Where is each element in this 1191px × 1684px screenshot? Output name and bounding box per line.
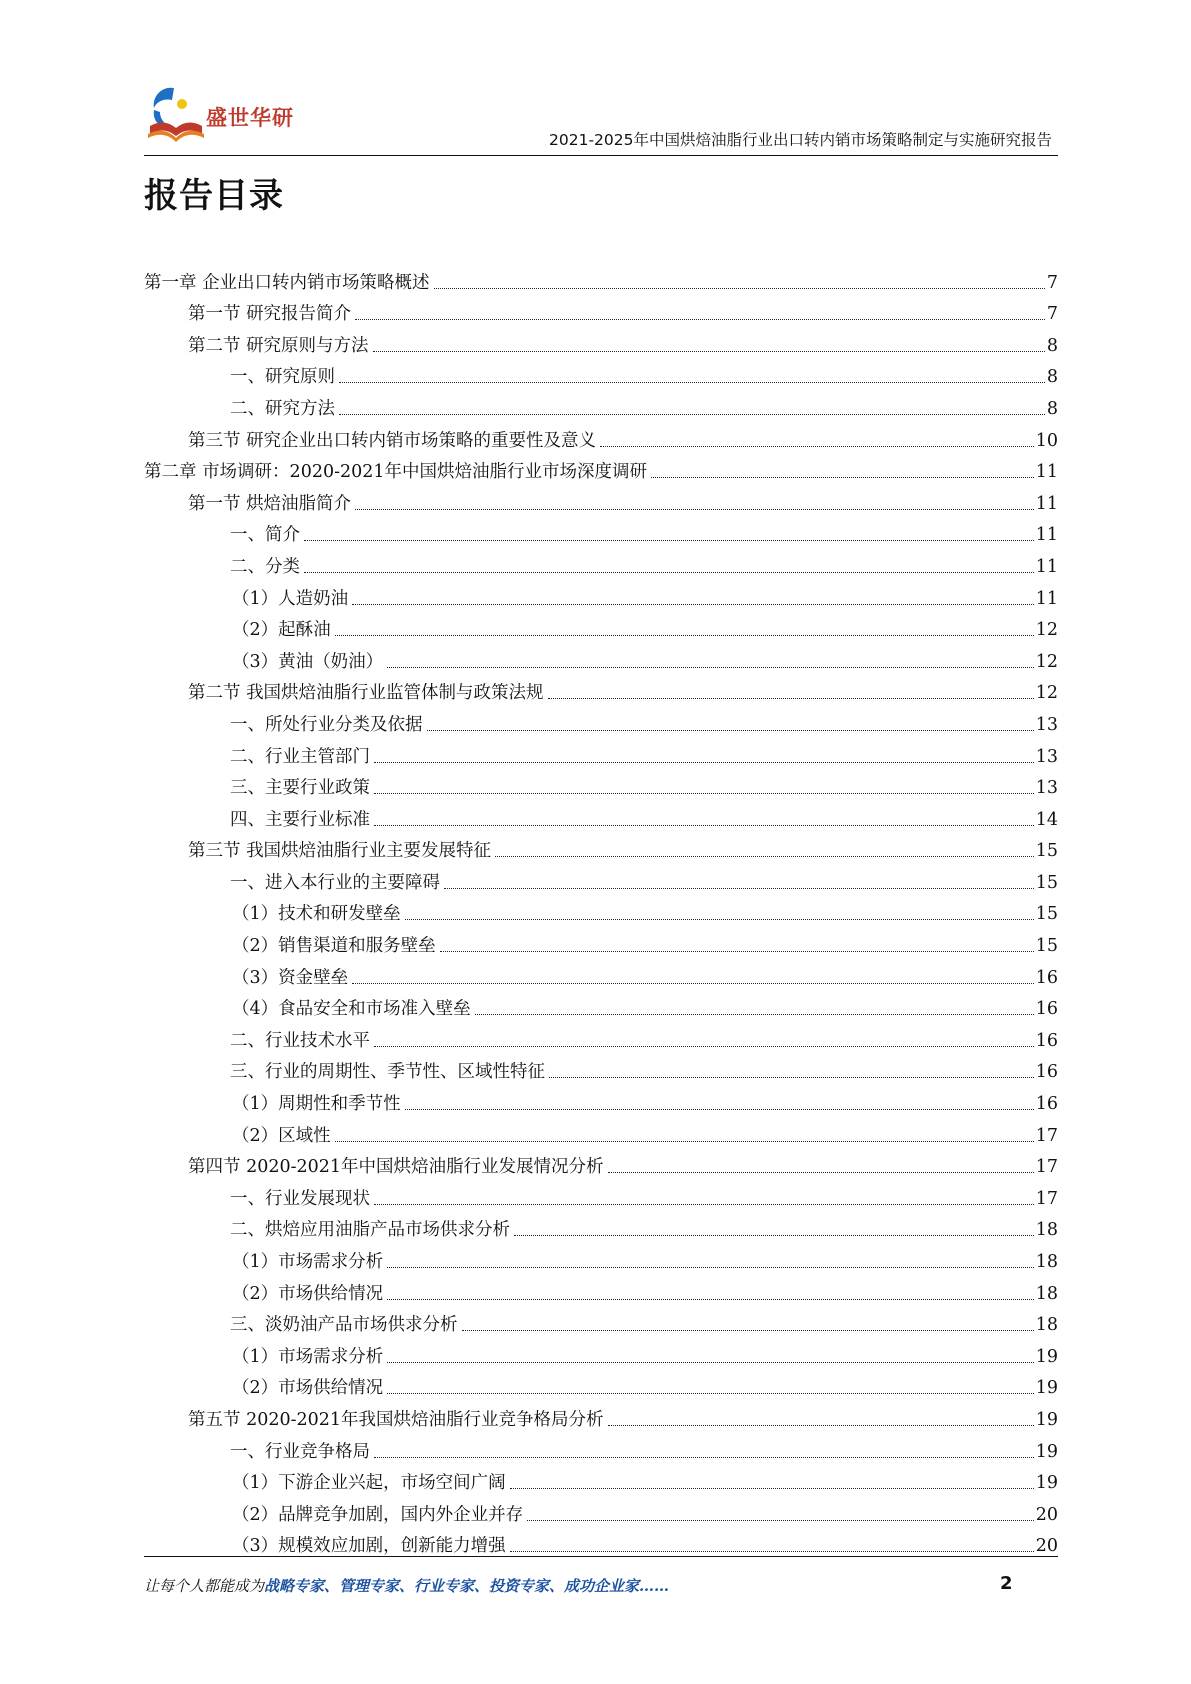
toc-entry-page: 17 [1035, 1125, 1058, 1146]
toc-entry-page: 15 [1035, 841, 1058, 862]
toc-entry-title: 第一章 企业出口转内销市场策略概述 [144, 272, 430, 293]
toc-entry[interactable] [144, 515, 1058, 547]
toc-entry-title: （3）黄油（奶油） [232, 651, 384, 672]
toc-entry-page: 15 [1035, 872, 1058, 893]
toc-entry[interactable] [144, 1178, 1058, 1210]
table-of-contents [144, 262, 1058, 1557]
toc-entry[interactable] [144, 1463, 1058, 1495]
toc-dot-leader [440, 950, 1034, 952]
toc-entry[interactable] [144, 831, 1058, 863]
toc-entry-title: （1）市场需求分析 [232, 1346, 384, 1367]
toc-dot-leader [387, 1298, 1034, 1300]
toc-entry[interactable] [144, 799, 1058, 831]
toc-entry[interactable] [144, 483, 1058, 515]
toc-entry[interactable] [144, 388, 1058, 420]
toc-entry-page: 18 [1035, 1252, 1058, 1272]
toc-entry-page: 8 [1046, 398, 1058, 419]
toc-entry-page: 16 [1035, 999, 1058, 1020]
toc-entry-title: 二、分类 [230, 556, 300, 577]
toc-dot-leader [355, 318, 1045, 320]
toc-entry-page: 12 [1035, 651, 1058, 672]
toc-entry-title: 三、主要行业政策 [230, 778, 370, 799]
toc-entry-page: 11 [1035, 493, 1058, 514]
toc-dot-leader [608, 1424, 1034, 1426]
toc-entry[interactable] [144, 1115, 1058, 1147]
toc-entry[interactable] [144, 1147, 1058, 1179]
toc-entry[interactable] [144, 452, 1058, 484]
toc-entry-page: 8 [1046, 335, 1058, 356]
toc-entry-title: （1）周期性和季节性 [232, 1094, 401, 1115]
toc-dot-leader [339, 381, 1045, 383]
toc-entry-title: （2）起酥油 [232, 620, 331, 641]
toc-entry-title: 三、行业的周期性、季节性、区域性特征 [230, 1062, 545, 1083]
toc-entry[interactable] [144, 357, 1058, 389]
toc-entry[interactable] [144, 1052, 1058, 1084]
toc-entry[interactable] [144, 610, 1058, 642]
toc-dot-leader [427, 729, 1034, 731]
toc-dot-leader [352, 603, 1034, 605]
toc-entry-page: 19 [1035, 1346, 1058, 1367]
toc-entry-page: 16 [1035, 1062, 1058, 1083]
toc-entry-title: 一、研究原则 [230, 367, 335, 388]
toc-entry-title: 一、简介 [230, 525, 300, 546]
toc-dot-leader [387, 666, 1034, 668]
toc-dot-leader [352, 982, 1034, 984]
toc-entry-page: 11 [1035, 556, 1058, 577]
toc-entry-title: （2）区域性 [232, 1125, 331, 1146]
toc-entry-title: （2）市场供给情况 [232, 1378, 384, 1399]
toc-dot-leader [355, 508, 1034, 510]
toc-entry[interactable] [144, 1399, 1058, 1431]
toc-entry[interactable] [144, 1020, 1058, 1052]
toc-entry-title: 一、行业发展现状 [230, 1188, 370, 1209]
toc-entry-page: 16 [1035, 1030, 1058, 1051]
toc-entry[interactable] [144, 1210, 1058, 1242]
toc-entry[interactable] [144, 325, 1058, 357]
toc-entry[interactable] [144, 1241, 1058, 1273]
report-title: 2021-2025年中国烘焙油脂行业出口转内销市场策略制定与实施研究报告 [549, 131, 1052, 149]
toc-entry-title: 一、行业竞争格局 [230, 1441, 370, 1462]
footer-slogan [144, 1575, 669, 1596]
toc-dot-leader [374, 792, 1034, 794]
toc-entry-title: 第一节 研究报告简介 [188, 304, 352, 325]
toc-entry-title: 四、主要行业标准 [230, 809, 370, 830]
toc-entry[interactable] [144, 546, 1058, 578]
toc-entry-page: 17 [1035, 1157, 1058, 1178]
toc-dot-leader [495, 855, 1034, 857]
toc-entry-title: （4）食品安全和市场准入壁垒 [232, 999, 471, 1020]
page-title: 报告目录 [144, 176, 284, 216]
toc-dot-leader [339, 413, 1045, 415]
toc-entry[interactable] [144, 704, 1058, 736]
logo-text: 盛世华研 [206, 106, 294, 130]
toc-dot-leader [462, 1329, 1034, 1331]
toc-entry-page: 18 [1035, 1315, 1058, 1336]
toc-entry[interactable] [144, 420, 1058, 452]
toc-entry[interactable] [144, 641, 1058, 673]
toc-entry-title: 二、行业技术水平 [230, 1030, 370, 1051]
toc-entry-title: 二、烘焙应用油脂产品市场供求分析 [230, 1220, 510, 1241]
toc-entry-page: 18 [1035, 1283, 1058, 1304]
toc-dot-leader [651, 476, 1034, 478]
toc-entry[interactable] [144, 262, 1058, 294]
toc-entry-title: 第三节 研究企业出口转内销市场策略的重要性及意义 [188, 430, 597, 451]
toc-entry[interactable] [144, 862, 1058, 894]
toc-dot-leader [600, 445, 1034, 447]
toc-entry-title: 第四节 2020-2021年中国烘焙油脂行业发展情况分析 [188, 1157, 604, 1178]
toc-entry-title: 第二节 研究原则与方法 [188, 335, 369, 356]
toc-entry-page: 13 [1035, 714, 1058, 735]
toc-entry-page: 14 [1035, 809, 1058, 830]
toc-entry-page: 15 [1035, 936, 1058, 957]
toc-dot-leader [608, 1171, 1034, 1173]
toc-entry[interactable] [144, 1083, 1058, 1115]
toc-entry-title: （2）销售渠道和服务壁垒 [232, 936, 436, 957]
header-divider [144, 155, 1058, 156]
toc-dot-leader [444, 887, 1034, 889]
toc-entry-title: 第一节 烘焙油脂简介 [188, 493, 352, 514]
toc-dot-leader [548, 697, 1034, 699]
toc-entry[interactable] [144, 957, 1058, 989]
footer-slogan-roles: 战略专家、管理专家、行业专家、投资专家、成功企业家…… [264, 1577, 670, 1595]
toc-entry[interactable] [144, 578, 1058, 610]
footer-slogan-lead: 让每个人都能成为 [144, 1577, 265, 1595]
toc-entry-title: （1）人造奶油 [232, 588, 349, 609]
toc-entry-page: 11 [1035, 462, 1058, 483]
toc-dot-leader [373, 350, 1045, 352]
toc-entry-title: （1）市场需求分析 [232, 1252, 384, 1272]
toc-dot-leader [549, 1076, 1034, 1078]
page-number: 2 [1000, 1573, 1013, 1594]
toc-dot-leader [374, 1045, 1034, 1047]
company-logo [144, 82, 334, 152]
toc-entry[interactable] [144, 768, 1058, 800]
toc-entry-page: 16 [1035, 1094, 1058, 1115]
toc-entry-title: 一、所处行业分类及依据 [230, 714, 423, 735]
toc-dot-leader [304, 539, 1034, 541]
toc-dot-leader [405, 1108, 1034, 1110]
toc-entry-title: （3）规模效应加剧，创新能力增强 [232, 1536, 506, 1557]
toc-entry-title: 三、淡奶油产品市场供求分析 [230, 1315, 458, 1336]
toc-dot-leader [374, 1203, 1034, 1205]
toc-entry[interactable] [144, 1368, 1058, 1400]
toc-entry-page: 20 [1035, 1504, 1058, 1525]
toc-entry[interactable] [144, 894, 1058, 926]
toc-entry-title: （2）市场供给情况 [232, 1283, 384, 1304]
toc-dot-leader [374, 824, 1034, 826]
toc-dot-leader [335, 634, 1034, 636]
toc-entry-page: 7 [1046, 304, 1058, 325]
toc-entry[interactable] [144, 1431, 1058, 1463]
toc-dot-leader [475, 1013, 1034, 1015]
toc-dot-leader [510, 1487, 1034, 1489]
toc-entry[interactable] [144, 1526, 1058, 1558]
toc-entry-title: 二、研究方法 [230, 398, 335, 419]
toc-entry[interactable] [144, 925, 1058, 957]
toc-entry-title: 第二章 市场调研：2020-2021年中国烘焙油脂行业市场深度调研 [144, 462, 648, 483]
toc-entry-page: 19 [1035, 1441, 1058, 1462]
toc-dot-leader [374, 761, 1034, 763]
toc-entry-page: 12 [1035, 620, 1058, 641]
toc-entry-title: （1）下游企业兴起，市场空间广阔 [232, 1473, 506, 1494]
toc-entry[interactable] [144, 1305, 1058, 1337]
toc-entry[interactable] [144, 989, 1058, 1021]
toc-entry-title: （3）资金壁垒 [232, 967, 349, 988]
toc-dot-leader [304, 571, 1034, 573]
toc-dot-leader [514, 1234, 1034, 1236]
toc-entry-page: 8 [1046, 367, 1058, 388]
toc-entry-title: 第二节 我国烘焙油脂行业监管体制与政策法规 [188, 683, 544, 704]
toc-dot-leader [335, 1140, 1034, 1142]
toc-entry-page: 19 [1035, 1473, 1058, 1494]
toc-entry-page: 11 [1035, 525, 1058, 546]
toc-entry[interactable] [144, 673, 1058, 705]
toc-entry-title: （2）品牌竞争加剧，国内外企业并存 [232, 1504, 524, 1525]
toc-entry-title: 一、进入本行业的主要障碍 [230, 872, 440, 893]
toc-entry-page: 20 [1035, 1536, 1058, 1557]
toc-dot-leader [510, 1550, 1034, 1552]
toc-entry-page: 16 [1035, 967, 1058, 988]
toc-dot-leader [387, 1266, 1034, 1268]
toc-entry-title: （1）技术和研发壁垒 [232, 904, 401, 925]
toc-entry-page: 13 [1035, 778, 1058, 799]
toc-entry-title: 二、行业主管部门 [230, 746, 370, 767]
toc-entry[interactable] [144, 736, 1058, 768]
toc-entry[interactable] [144, 1273, 1058, 1305]
toc-entry[interactable] [144, 1494, 1058, 1526]
toc-entry-title: 第三节 我国烘焙油脂行业主要发展特征 [188, 841, 492, 862]
footer-divider [144, 1556, 1058, 1557]
toc-entry-page: 15 [1035, 904, 1058, 925]
toc-entry[interactable] [144, 1336, 1058, 1368]
toc-dot-leader [434, 287, 1045, 289]
toc-dot-leader [387, 1361, 1034, 1363]
toc-entry-page: 18 [1035, 1220, 1058, 1241]
toc-entry-page: 17 [1035, 1188, 1058, 1209]
toc-entry[interactable] [144, 294, 1058, 326]
toc-dot-leader [387, 1392, 1034, 1394]
toc-dot-leader [527, 1519, 1034, 1521]
toc-entry-title: 第五节 2020-2021年我国烘焙油脂行业竞争格局分析 [188, 1409, 604, 1430]
logo-book-icon [144, 82, 208, 148]
toc-dot-leader [405, 918, 1034, 920]
page-header [144, 82, 1058, 158]
toc-entry-page: 10 [1035, 430, 1058, 451]
toc-entry-page: 7 [1046, 272, 1058, 293]
toc-entry-page: 11 [1035, 588, 1058, 609]
toc-entry-page: 13 [1035, 746, 1058, 767]
toc-entry-page: 19 [1035, 1378, 1058, 1399]
toc-dot-leader [374, 1456, 1034, 1458]
toc-entry-page: 12 [1035, 683, 1058, 704]
toc-entry-page: 19 [1035, 1409, 1058, 1430]
